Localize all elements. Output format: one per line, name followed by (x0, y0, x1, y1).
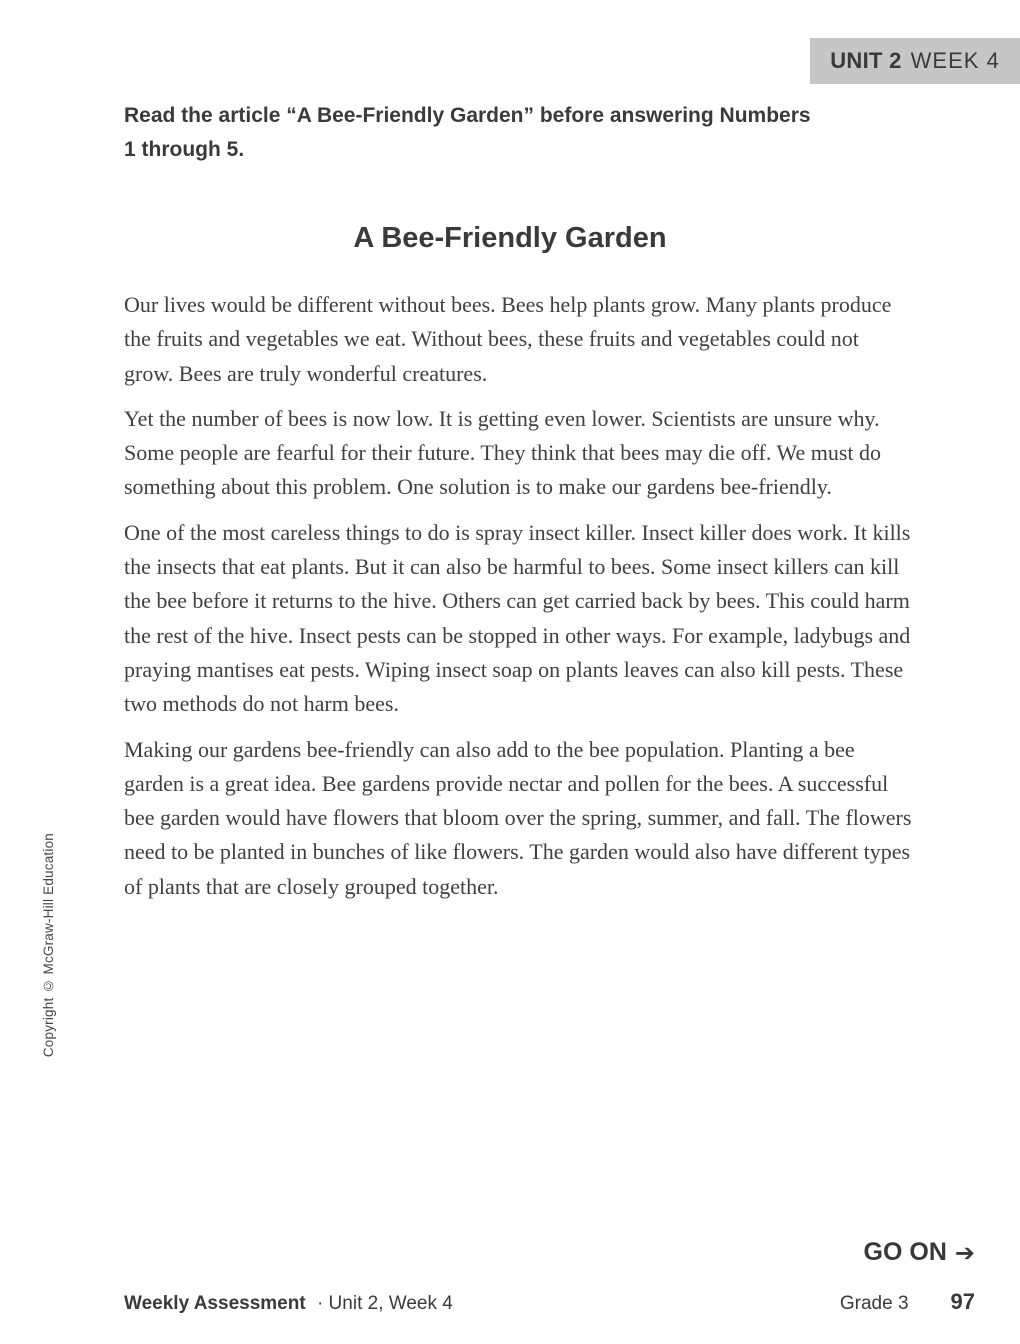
right-arrow-icon: ➔ (954, 1238, 975, 1267)
unit-week-badge (810, 38, 1020, 84)
article-paragraph-2: Yet the number of bees is now low. It is getting even lower. Scientists are unsure why. Some people are fearful for their future. They think that bees may die off. We must do something about this problem. One solution is to make our gardens bee-friendly. (124, 405, 882, 500)
footer-page-info (840, 1289, 975, 1315)
directions-text: Read the article “A Bee-Friendly Garden” before answering Numbers 1 through 5. (124, 104, 811, 161)
article-paragraph-1: Our lives would be different without bees. Bees help plants grow. Many plants produce the fruits and vegetables we eat. Without bees, these fruits and vegetables could not grow. Bees are truly wonderful creatures. (124, 292, 892, 386)
go-on-marker (864, 1238, 975, 1267)
unit-label: UNIT 2 (830, 48, 902, 73)
article-paragraph-4: Making our gardens bee-friendly can also add to the bee population. Planting a bee garden is a great idea. Bee gardens provide nectar and pollen for the bees. A successful bee garden would have flowers that bloom over the spring, summer, and fall. The flowers need to be planted in bunches of like flowers. The garden would also have different types of plants that are closely grouped together. (124, 736, 912, 899)
article-paragraph-3: One of the most careless things to do is spray insect killer. Insect killer does work. It kills the insects that eat plants. But it can also be harmful to bees. Some insect killers can kill the bee before it returns to the hive. Others can get carried back by bees. This could harm the rest of the hive. Insect pests can be stopped in other ways. For example, ladybugs and praying mantises eat pests. Wiping insect soap on plants leaves can also kill pests. These two methods do not harm bees. (124, 519, 911, 717)
page-footer (124, 1289, 975, 1315)
book-title: Weekly Assessment (124, 1293, 306, 1314)
week-label: WEEK 4 (910, 48, 1000, 73)
book-detail: · Unit 2, Week 4 (316, 1293, 453, 1314)
go-on-label: GO ON (863, 1238, 947, 1266)
grade-label: Grade 3 (839, 1293, 909, 1314)
copyright-notice: Copyright © McGraw-Hill Education (41, 833, 56, 1058)
article-title: A Bee-Friendly Garden (353, 222, 667, 254)
article-body (124, 288, 912, 915)
footer-book-info (124, 1293, 453, 1315)
page-number: 97 (950, 1289, 975, 1314)
